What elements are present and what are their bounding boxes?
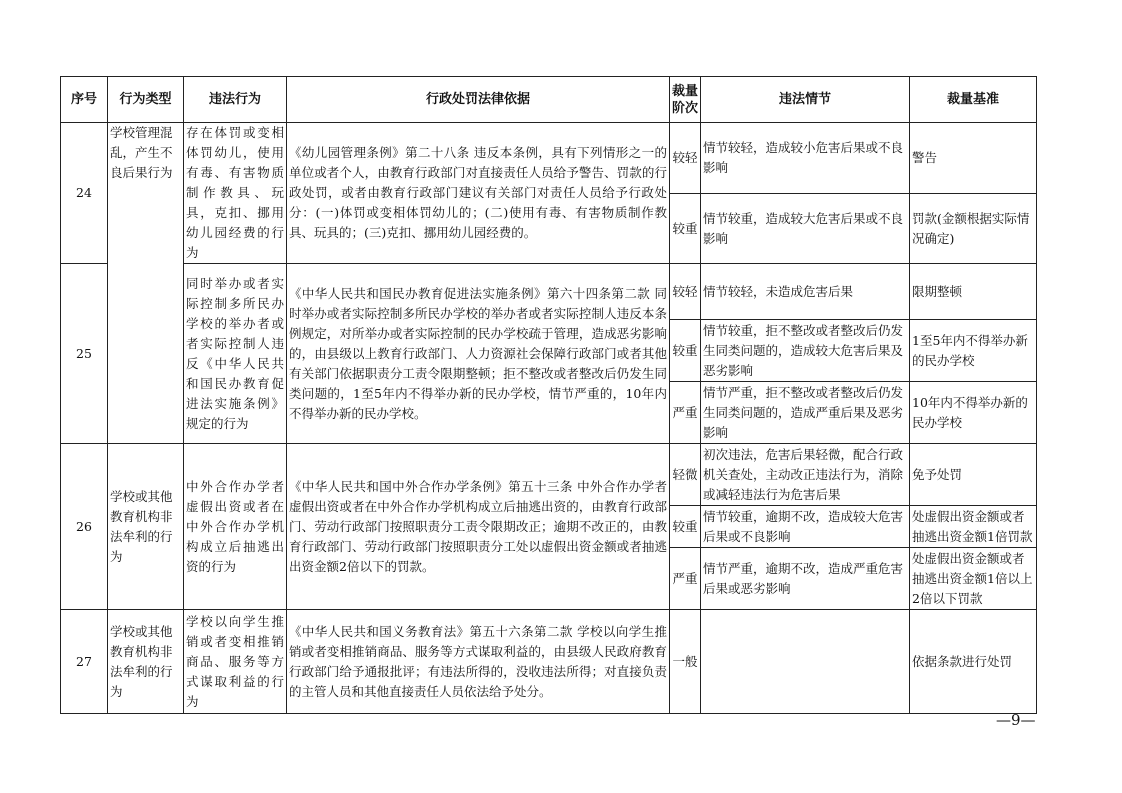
legal-basis: 《中华人民共和国民办教育促进法实施条例》第六十四条第二款 同时举办或者实际控制多所民办学校的举办者或者实际控制人违反本条例规定，对所举办或者实际控制的民办学校疏于管理，造成恶劣影响的，由县级以上教育行政部门、人力资源社会保障行政部门或者其他有关部门依据职责分工责令限期整顿；拒不整改或者整改后仍发生同类问题的，1至5年内不得举办新的民办学校，情节严重的，10年内不得举办新的民办学校。 [287, 264, 670, 444]
circumstance: 初次违法，危害后果轻微，配合行政机关查处，主动改正违法行为，消除或减轻违法行为危害后果 [701, 444, 910, 506]
legal-basis: 《幼儿园管理条例》第二十八条 违反本条例，具有下列情形之一的单位或者个人，由教育行政部门对直接责任人员给予警告、罚款的行政处罚，或者由教育行政部门建议有关部门对责任人员给予行政处分：(一)体罚或变相体罚幼儿的；(二)使用有毒、有害物质制作教具、玩具的；(三)克扣、挪用幼儿园经费的。 [287, 123, 670, 264]
penalty-table [60, 76, 1037, 714]
table-row [61, 444, 1037, 506]
standard: 处虚假出资金额或者抽逃出资金额1倍以上2倍以下罚款 [910, 548, 1037, 610]
standard: 依据条款进行处罚 [910, 610, 1037, 714]
header-row [61, 77, 1037, 123]
circumstance: 情节较重，造成较大危害后果或不良影响 [701, 194, 910, 264]
discretion-level: 轻微 [670, 444, 701, 506]
circumstance: 情节较重，逾期不改，造成较大危害后果或不良影响 [701, 506, 910, 548]
row-number: 25 [61, 264, 108, 444]
page-number: —9— [996, 711, 1036, 729]
header-detail: 违法情节 [701, 77, 910, 123]
circumstance: 情节严重，拒不整改或者整改后仍发生同类问题的，造成严重后果及恶劣影响 [701, 382, 910, 444]
discretion-level: 较轻 [670, 123, 701, 194]
discretion-level: 较重 [670, 194, 701, 264]
violation: 学校以向学生推销或者变相推销商品、服务等方式谋取利益的行为 [184, 610, 287, 714]
table-row [61, 610, 1037, 714]
header-standard: 裁量基准 [910, 77, 1037, 123]
discretion-level: 较重 [670, 320, 701, 382]
standard: 限期整顿 [910, 264, 1037, 320]
table-row [61, 123, 1037, 194]
standard: 免予处罚 [910, 444, 1037, 506]
discretion-level: 较轻 [670, 264, 701, 320]
circumstance: 情节较轻，造成较小危害后果或不良影响 [701, 123, 910, 194]
discretion-level: 一般 [670, 610, 701, 714]
behavior-type: 学校或其他教育机构非法牟利的行为 [108, 444, 184, 610]
circumstance [701, 610, 910, 714]
standard: 1至5年内不得举办新的民办学校 [910, 320, 1037, 382]
header-basis: 行政处罚法律依据 [287, 77, 670, 123]
discretion-level: 严重 [670, 548, 701, 610]
header-level: 裁量阶次 [670, 77, 701, 123]
circumstance: 情节较轻，未造成危害后果 [701, 264, 910, 320]
discretion-level: 较重 [670, 506, 701, 548]
legal-basis: 《中华人民共和国中外合作办学条例》第五十三条 中外合作办学者虚假出资或者在中外合作办学机构成立后抽逃出资的，由教育行政部门、劳动行政部门按照职责分工责令限期改正；逾期不改正的，由教育行政部门、劳动行政部门按照职责分工处以虚假出资金额或者抽逃出资金额2倍以下的罚款。 [287, 444, 670, 610]
legal-basis: 《中华人民共和国义务教育法》第五十六条第二款 学校以向学生推销或者变相推销商品、服务等方式谋取利益的，由县级人民政府教育行政部门给予通报批评；有违法所得的，没收违法所得；对直接负责的主管人员和其他直接责任人员依法给予处分。 [287, 610, 670, 714]
row-number: 27 [61, 610, 108, 714]
circumstance: 情节较重，拒不整改或者整改后仍发生同类问题的，造成较大危害后果及恶劣影响 [701, 320, 910, 382]
header-type: 行为类型 [108, 77, 184, 123]
violation: 中外合作办学者虚假出资或者在中外合作办学机构成立后抽逃出资的行为 [184, 444, 287, 610]
row-number: 24 [61, 123, 108, 264]
standard: 罚款(金额根据实际情况确定) [910, 194, 1037, 264]
behavior-type: 学校或其他教育机构非法牟利的行为 [108, 610, 184, 714]
behavior-type: 学校管理混乱，产生不良后果行为 [108, 123, 184, 444]
table-row [61, 264, 1037, 320]
circumstance: 情节严重，逾期不改，造成严重危害后果或恶劣影响 [701, 548, 910, 610]
standard: 警告 [910, 123, 1037, 194]
discretion-level: 严重 [670, 382, 701, 444]
violation: 同时举办或者实际控制多所民办学校的举办者或者实际控制人违反《中华人民共和国民办教育促进法实施条例》规定的行为 [184, 264, 287, 444]
standard: 处虚假出资金额或者抽逃出资金额1倍罚款 [910, 506, 1037, 548]
header-seq: 序号 [61, 77, 108, 123]
standard: 10年内不得举办新的民办学校 [910, 382, 1037, 444]
row-number: 26 [61, 444, 108, 610]
violation: 存在体罚或变相体罚幼儿，使用有毒、有害物质制作教具、玩具，克扣、挪用幼儿园经费的行为 [184, 123, 287, 264]
header-violation: 违法行为 [184, 77, 287, 123]
